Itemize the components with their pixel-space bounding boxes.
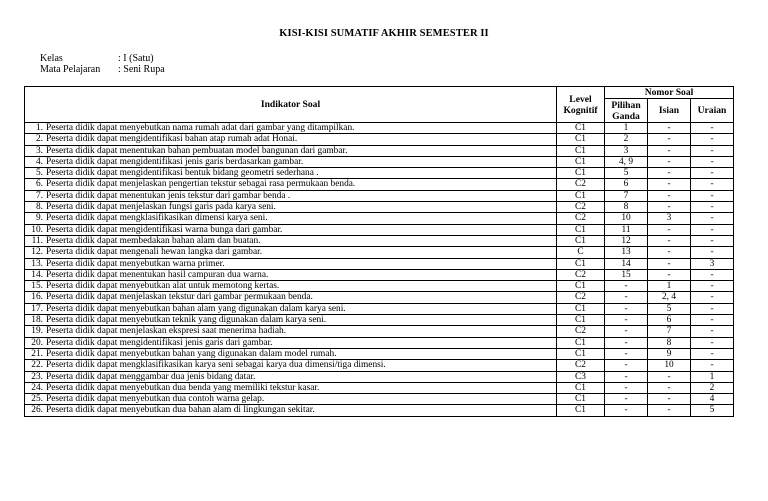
meta-label: Mata Pelajaran [40,64,101,75]
table-body [25,123,734,417]
indikator-text: Peserta didik dapat menentukan bahan pembuatan model bangunan dari gambar. [46,145,348,156]
indikator-cell [25,247,557,258]
table-row [25,405,734,416]
isian-cell: 9 [648,348,691,359]
isian-cell: - [648,394,691,405]
table-row [25,269,734,280]
isian-cell: - [648,247,691,258]
indikator-text: Peserta didik dapat menyebutkan dua contoh warna gelap. [46,394,265,405]
uraian-cell: - [691,292,734,303]
uraian-cell: - [691,247,734,258]
table-row [25,123,734,134]
isian-cell: - [648,269,691,280]
row-number: 5. [35,168,43,179]
indikator-text: Peserta didik dapat menjelaskan ekspresi saat menerima hadiah. [46,326,287,337]
uraian-cell: - [691,190,734,201]
level-cell: C1 [557,405,605,416]
row-number: 8. [35,202,43,213]
uraian-cell: - [691,123,734,134]
indikator-text: Peserta didik dapat menentukan hasil campuran dua warna. [46,269,269,280]
indikator-text: Peserta didik dapat membedakan bahan alam dan buatan. [46,235,261,246]
row-number: 16. [31,292,43,303]
table-row [25,371,734,382]
uraian-cell: - [691,337,734,348]
level-cell: C1 [557,123,605,134]
level-cell: C1 [557,315,605,326]
kisi-kisi-table [24,86,734,417]
row-number: 3. [35,145,43,156]
table-row [25,258,734,269]
table-row [25,326,734,337]
pilihan-ganda-cell: - [605,405,648,416]
table-row [25,134,734,145]
row-number: 20. [31,337,43,348]
uraian-cell: - [691,360,734,371]
indikator-text: Peserta didik dapat menyebutkan bahan yang digunakan dalam model rumah. [46,348,337,359]
isian-cell: - [648,202,691,213]
level-cell: C2 [557,360,605,371]
indikator-cell [25,179,557,190]
indikator-cell [25,371,557,382]
indikator-text: Peserta didik dapat menyebutkan teknik yang digunakan dalam karya seni. [46,315,327,326]
indikator-text: Peserta didik dapat mengklasifikasikan karya seni sebagai karya dua dimensi/tiga dimensi. [46,360,386,371]
row-number: 24. [31,382,43,393]
indikator-cell [25,360,557,371]
indikator-cell [25,405,557,416]
isian-cell: - [648,405,691,416]
indikator-cell [25,315,557,326]
indikator-cell [25,394,557,405]
isian-cell: - [648,123,691,134]
indikator-text: Peserta didik dapat menyebutkan dua bahan alam di lingkungan sekitar. [46,405,315,416]
indikator-text: Peserta didik dapat menyebutkan bahan alam yang digunakan dalam karya seni. [46,303,346,314]
level-cell: C2 [557,292,605,303]
pilihan-ganda-cell: 2 [605,134,648,145]
pilihan-ganda-cell: - [605,292,648,303]
level-cell: C1 [557,281,605,292]
level-cell: C1 [557,394,605,405]
level-cell: C1 [557,258,605,269]
row-number: 22. [31,360,43,371]
indikator-cell [25,303,557,314]
isian-cell: 2, 4 [648,292,691,303]
level-cell: C1 [557,303,605,314]
pilihan-ganda-cell: 8 [605,202,648,213]
table-row [25,360,734,371]
table-row [25,348,734,359]
table-row [25,337,734,348]
level-cell: C2 [557,326,605,337]
pilihan-ganda-cell: - [605,371,648,382]
indikator-text: Peserta didik dapat menyebutkan warna primer. [46,258,225,269]
row-number: 14. [31,269,43,280]
pilihan-ganda-cell: 13 [605,247,648,258]
header-nomor-soal: Nomor Soal [605,87,734,99]
meta-value: : Seni Rupa [118,64,165,75]
level-cell: C3 [557,371,605,382]
row-number: 1. [35,123,43,133]
indikator-cell [25,145,557,156]
pilihan-ganda-cell: 15 [605,269,648,280]
uraian-cell: 2 [691,382,734,393]
level-cell: C1 [557,348,605,359]
isian-cell: - [648,371,691,382]
meta-mata-pelajaran [40,64,165,75]
level-cell: C1 [557,224,605,235]
row-number: 26. [31,405,43,416]
indikator-cell [25,337,557,348]
indikator-cell [25,382,557,393]
level-cell: C1 [557,235,605,246]
row-number: 19. [31,326,43,337]
pilihan-ganda-cell: - [605,326,648,337]
isian-cell: 8 [648,337,691,348]
table-row [25,213,734,224]
pilihan-ganda-cell: 11 [605,224,648,235]
header-isian: Isian [648,99,691,123]
uraian-cell: - [691,202,734,213]
meta-value: : I (Satu) [118,53,154,64]
pilihan-ganda-cell: 12 [605,235,648,246]
indikator-text: Peserta didik dapat menentukan jenis tekstur dari gambar benda . [46,190,291,201]
pilihan-ganda-cell: 14 [605,258,648,269]
level-cell: C1 [557,168,605,179]
indikator-cell [25,202,557,213]
isian-cell: 5 [648,303,691,314]
row-number: 17. [31,303,43,314]
uraian-cell: - [691,224,734,235]
level-cell: C2 [557,179,605,190]
table-row [25,394,734,405]
pilihan-ganda-cell: 4, 9 [605,156,648,167]
row-number: 6. [35,179,43,190]
row-number: 4. [35,156,43,167]
indikator-cell [25,258,557,269]
indikator-text: Peserta didik dapat mengidentifikasi bentuk bidang geometri sederhana . [46,168,319,179]
row-number: 2. [35,134,43,145]
indikator-text: Peserta didik dapat menjelaskan fungsi garis pada karya seni. [46,202,276,213]
indikator-text: Peserta didik dapat mengenali hewan langka dari gambar. [46,247,263,258]
isian-cell: - [648,134,691,145]
indikator-text: Peserta didik dapat menjelaskan tekstur dari gambar permukaan benda. [46,292,313,303]
table-row [25,179,734,190]
row-number: 13. [31,258,43,269]
pilihan-ganda-cell: - [605,315,648,326]
uraian-cell: - [691,145,734,156]
isian-cell: 3 [648,213,691,224]
indikator-cell [25,348,557,359]
row-number: 15. [31,281,43,292]
indikator-cell [25,190,557,201]
isian-cell: 10 [648,360,691,371]
indikator-cell [25,134,557,145]
indikator-cell [25,156,557,167]
pilihan-ganda-cell: - [605,360,648,371]
uraian-cell: - [691,168,734,179]
row-number: 21. [31,348,43,359]
isian-cell: - [648,190,691,201]
uraian-cell: 4 [691,394,734,405]
pilihan-ganda-cell: - [605,281,648,292]
header-uraian: Uraian [691,99,734,123]
uraian-cell: - [691,303,734,314]
indikator-text: Peserta didik dapat menjelaskan pengertian tekstur sebagai rasa permukaan benda. [46,179,356,190]
isian-cell: - [648,382,691,393]
uraian-cell: - [691,326,734,337]
uraian-cell: - [691,348,734,359]
level-cell: C [557,247,605,258]
row-number: 11. [31,235,43,246]
indikator-cell [25,168,557,179]
table-row [25,168,734,179]
uraian-cell: 3 [691,258,734,269]
pilihan-ganda-cell: - [605,303,648,314]
table-row [25,292,734,303]
row-number: 9. [35,213,43,224]
isian-cell: - [648,156,691,167]
isian-cell: 7 [648,326,691,337]
indikator-text: Peserta didik dapat mengklasifikasikan dimensi karya seni. [46,213,268,224]
level-cell: C1 [557,382,605,393]
isian-cell: - [648,235,691,246]
indikator-text: Peserta didik dapat mengidentifikasi jenis garis berdasarkan gambar. [46,156,304,167]
table-row [25,145,734,156]
level-cell: C1 [557,156,605,167]
indikator-cell [25,292,557,303]
indikator-text: Peserta didik dapat menggambar dua jenis bidang datar. [46,371,256,382]
header-level-kognitif: Level Kognitif [557,87,605,123]
isian-cell: - [648,258,691,269]
pilihan-ganda-cell: - [605,337,648,348]
table-row [25,190,734,201]
uraian-cell: - [691,179,734,190]
isian-cell: - [648,168,691,179]
level-cell: C1 [557,145,605,156]
isian-cell: - [648,224,691,235]
uraian-cell: - [691,213,734,224]
level-cell: C2 [557,269,605,280]
pilihan-ganda-cell: - [605,348,648,359]
uraian-cell: 1 [691,371,734,382]
row-number: 10. [31,224,43,235]
row-number: 25. [31,394,43,405]
indikator-cell [25,213,557,224]
indikator-cell [25,224,557,235]
row-number: 12. [31,247,43,258]
isian-cell: - [648,145,691,156]
pilihan-ganda-cell: - [605,382,648,393]
pilihan-ganda-cell: 1 [605,123,648,134]
pilihan-ganda-cell: 5 [605,168,648,179]
indikator-cell [25,281,557,292]
table-row [25,247,734,258]
uraian-cell: 5 [691,405,734,416]
indikator-cell [25,269,557,280]
indikator-cell [25,235,557,246]
uraian-cell: - [691,134,734,145]
uraian-cell: - [691,235,734,246]
row-number: 18. [31,315,43,326]
row-number: 7. [35,190,43,201]
meta-label: Kelas [40,53,63,64]
level-cell: C1 [557,190,605,201]
indikator-cell [25,123,557,134]
isian-cell: - [648,179,691,190]
level-cell: C1 [557,337,605,348]
isian-cell: 1 [648,281,691,292]
indikator-text: Peserta didik dapat menyebutkan alat untuk memotong kertas. [46,281,280,292]
table-row [25,202,734,213]
pilihan-ganda-cell: 3 [605,145,648,156]
indikator-text: Peserta didik dapat mengidentifikasi warna bunga dari gambar. [46,224,283,235]
indikator-text: Peserta didik dapat menyebutkan dua benda yang memiliki tekstur kasar. [46,382,320,393]
uraian-cell: - [691,281,734,292]
pilihan-ganda-cell: - [605,394,648,405]
level-cell: C2 [557,202,605,213]
meta-kelas [40,53,154,64]
indikator-text: Peserta didik dapat mengidentifikasi jenis garis dari gambar. [46,337,273,348]
indikator-text: Peserta didik dapat menyebutkan nama rumah adat dari gambar yang ditampilkan. [46,123,355,133]
indikator-cell [25,326,557,337]
level-cell: C2 [557,213,605,224]
header-pilihan-ganda: Pilihan Ganda [605,99,648,123]
table-row [25,235,734,246]
table-row [25,382,734,393]
table-row [25,224,734,235]
uraian-cell: - [691,156,734,167]
row-number: 23. [31,371,43,382]
document-title: KISI-KISI SUMATIF AKHIR SEMESTER II [279,28,489,39]
table-row [25,303,734,314]
uraian-cell: - [691,315,734,326]
level-cell: C1 [557,134,605,145]
table-row [25,156,734,167]
pilihan-ganda-cell: 10 [605,213,648,224]
uraian-cell: - [691,269,734,280]
pilihan-ganda-cell: 7 [605,190,648,201]
table-row [25,315,734,326]
isian-cell: 6 [648,315,691,326]
indikator-text: Peserta didik dapat mengidentifikasi bahan atap rumah adat Honai. [46,134,298,145]
pilihan-ganda-cell: 6 [605,179,648,190]
table-row [25,281,734,292]
header-indikator: Indikator Soal [25,87,557,123]
